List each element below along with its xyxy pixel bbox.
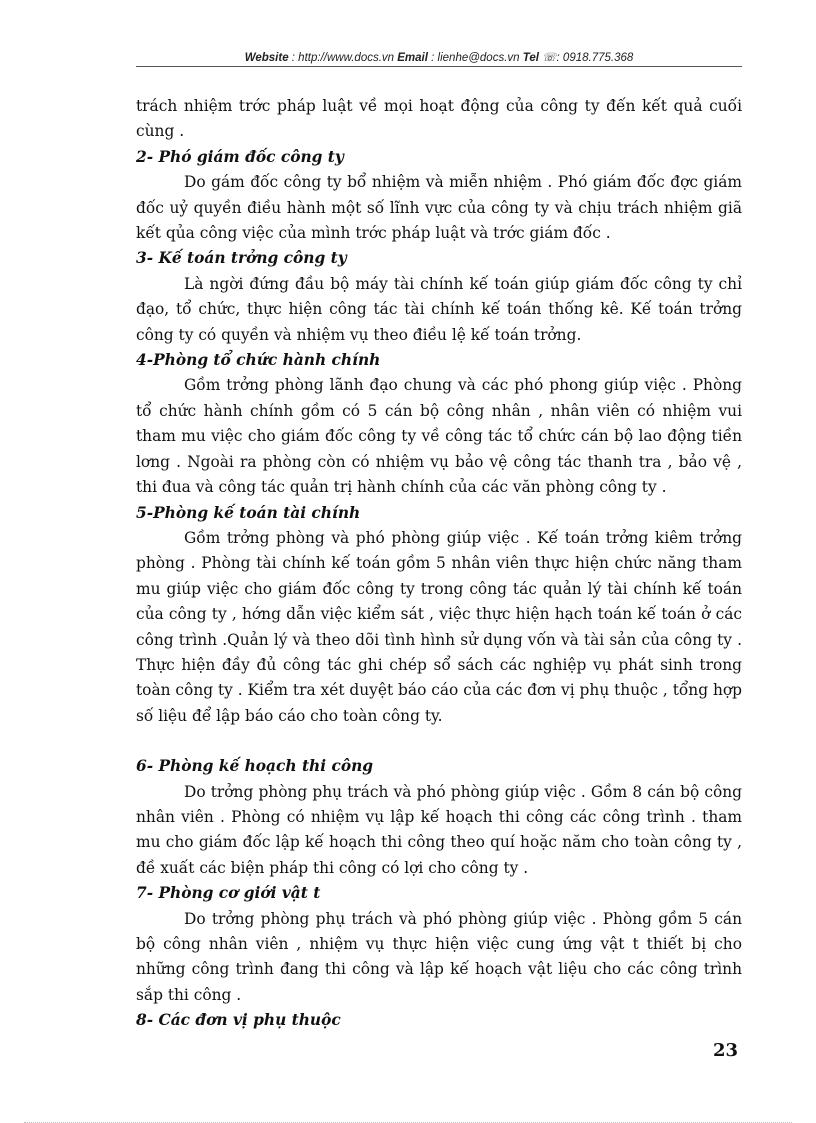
section-heading: 2- Phó giám đốc công ty xyxy=(136,147,344,166)
section-heading: 4-Phòng tổ chức hành chính xyxy=(136,351,381,370)
section-paragraph: Do trởng phòng phụ trách và phó phòng giúp việc . Phòng gồm 5 cán bộ công nhân viên , nhiệm vụ thực hiện việc cung ứng vật t thiết bị cho những công trình đang thi công và lập kế hoạch vật liệu cho các công trình sắp thi công . xyxy=(136,909,742,1004)
blank-line xyxy=(136,729,742,754)
paragraph-continuation: trách nhiệm trớc pháp luật về mọi hoạt động của công ty đến kết quả cuối cùng . xyxy=(136,97,742,141)
page-number: 23 xyxy=(712,1040,738,1061)
tel-label: Tel xyxy=(522,52,539,64)
phone-icon: ☏ xyxy=(542,52,557,64)
section-heading: 7- Phòng cơ giới vật t xyxy=(136,884,321,903)
section-paragraph: Do trởng phòng phụ trách và phó phòng giúp việc . Gồm 8 cán bộ công nhân viên . Phòng có nhiệm vụ lập kế hoạch thi công các công trình . tham mu cho giám đốc lập kế hoạch thi công theo quí hoặc năm cho toàn công ty , đề xuất các biện pháp thi công có lợi cho công ty . xyxy=(136,782,742,877)
email-label: Email xyxy=(397,52,428,64)
section-paragraph: Gồm trởng phòng lãnh đạo chung và các phó phong giúp việc . Phòng tổ chức hành chính gồm có 5 cán bộ công nhân , nhân viên có nhiệm vui tham mu việc cho giám đốc công ty về công tác tổ chức cán bộ lao động tiền lơng . Ngoài ra phòng còn có nhiệm vụ bảo vệ công tác thanh tra , bảo vệ , thi đua và công tác quản trị hành chính của các văn phòng công ty . xyxy=(136,376,742,497)
section-heading: 6- Phòng kế hoạch thi công xyxy=(136,757,374,776)
document-body xyxy=(136,94,742,1034)
section-paragraph: Do gám đốc công ty bổ nhiệm và miễn nhiệm . Phó giám đốc đợc giám đốc uỷ quyền điều hành một số lĩnh vực của công ty và chịu trách nhiệm giã kết qủa công việc của mình trớc pháp luật và trớc giám đốc . xyxy=(136,173,742,243)
section-heading: 5-Phòng kế toán tài chính xyxy=(136,503,361,522)
tel-value: : 0918.775.368 xyxy=(556,52,634,64)
website-value[interactable]: : http://www.docs.vn xyxy=(291,52,395,64)
header-divider xyxy=(136,66,742,67)
email-value[interactable]: : lienhe@docs.vn xyxy=(431,52,520,64)
section-heading: 8- Các đơn vị phụ thuộc xyxy=(136,1011,341,1030)
section-paragraph: Gồm trởng phòng và phó phòng giúp việc . Kế toán trởng kiêm trởng phòng . Phòng tài chính kế toán gồm 5 nhân viên thực hiện chức năng tham mu giúp việc cho giám đốc công ty trong công tác quản lý tài chính kế toán của công ty , hớng dẫn việc kiểm sát , việc thực hiện hạch toán kế toán ở các công trình .Quản lý và theo dõi tình hình sử dụng vốn và tài sản của công ty . Thực hiện đầy đủ công tác ghi chép sổ sách các nghiệp vụ phát sinh trong toàn công ty . Kiểm tra xét duyệt báo cáo của các đơn vị phụ thuộc , tổng hợp số liệu để lập báo cáo cho toàn công ty. xyxy=(136,528,742,725)
website-label: Website xyxy=(244,52,289,64)
section-paragraph: Là ngời đứng đầu bộ máy tài chính kế toán giúp giám đốc công ty chỉ đạo, tổ chức, thực hiện công tác tài chính kế toán thống kê. Kế toán trởng công ty có quyền và nhiệm vụ theo điều lệ kế toán trởng. xyxy=(136,274,742,344)
page-header xyxy=(136,50,742,64)
section-heading: 3- Kế toán trởng công ty xyxy=(136,249,347,268)
